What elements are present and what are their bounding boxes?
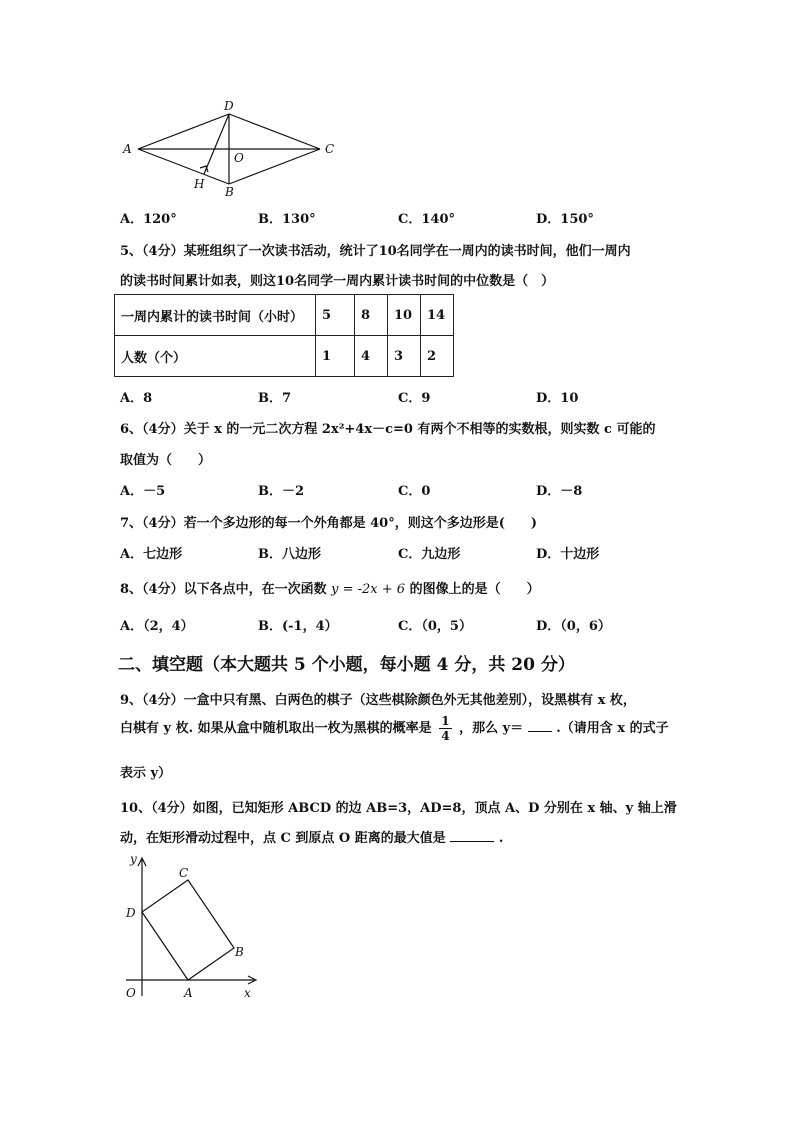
table-cell: 4 — [355, 336, 388, 377]
q9-line2-mid: ，那么 y＝ — [459, 721, 524, 736]
q9-text-line3: 表示 y） — [120, 766, 172, 781]
q10-answer-blank[interactable] — [450, 841, 494, 842]
q6-option-c[interactable]: C．0 — [398, 484, 431, 499]
q5-option-d[interactable]: D．10 — [536, 391, 579, 406]
q9-fraction — [439, 714, 451, 743]
fraction-numerator: 1 — [441, 714, 450, 728]
q9-text-line2 — [120, 714, 669, 743]
q9-text-line1: 9、（4分）一盒中只有黑、白两色的棋子（这些棋除颜色外无其他差别），设黑棋有 x 枚， — [120, 693, 636, 708]
label-c: C — [325, 142, 335, 156]
q4-option-b[interactable]: B．130° — [258, 212, 316, 227]
q8-suffix: 的图像上的是（ ） — [409, 582, 540, 597]
q5-option-c[interactable]: C．9 — [398, 391, 431, 406]
q7-option-a[interactable]: A．七边形 — [120, 547, 183, 562]
q4-option-d[interactable]: D．150° — [536, 212, 594, 227]
q7-text: 7、（4分）若一个多边形的每一个外角都是 40°，则这个多边形是( ) — [120, 516, 538, 531]
table-cell: 8 — [355, 295, 388, 336]
q6-option-d[interactable]: D．－8 — [536, 484, 583, 499]
reading-time-table — [114, 294, 454, 377]
label-b: B — [235, 945, 244, 959]
q8-prefix: 8、（4分）以下各点中，在一次函数 — [120, 582, 327, 597]
table-cell: 2 — [421, 336, 454, 377]
label-a: A — [123, 142, 132, 156]
label-h: H — [194, 177, 205, 191]
q10-line2-suffix: . — [498, 831, 504, 846]
table-cell: 14 — [421, 295, 454, 336]
q9-line2-prefix: 白棋有 y 枚. 如果从盒中随机取出一枚为黑棋的概率是 — [120, 721, 432, 736]
q8-option-d[interactable]: D．（0，6） — [536, 619, 611, 634]
label-o: O — [234, 151, 244, 165]
q5-option-a[interactable]: A．8 — [120, 391, 153, 406]
q9-line2-suffix: .（请用含 x 的式子 — [556, 721, 669, 736]
q8-text — [120, 578, 540, 597]
q10-text-line1: 10、（4分）如图，已知矩形 ABCD 的边 AB=3，AD=8，顶点 A、D 分别在 x 轴、y 轴上滑 — [120, 801, 677, 816]
q8-option-b[interactable]: B．(-1，4） — [258, 619, 338, 634]
q6-text-line2: 取值为（ ） — [120, 453, 212, 468]
table-cell: 3 — [388, 336, 421, 377]
label-d: D — [126, 906, 136, 920]
q6-option-a[interactable]: A．－5 — [120, 484, 166, 499]
q7-option-d[interactable]: D．十边形 — [536, 547, 600, 562]
q5-text-line2: 的读书时间累计如表，则这10名同学一周内累计读书时间的中位数是（ ） — [120, 274, 555, 289]
q10-text-line2 — [120, 827, 503, 846]
q7-option-c[interactable]: C．九边形 — [398, 547, 461, 562]
table-cell: 10 — [388, 295, 421, 336]
table-row — [115, 336, 454, 377]
q5-text-line1: 5、（4分）某班组织了一次读书活动，统计了10名同学在一周内的读书时间，他们一周内 — [120, 244, 631, 259]
q7-option-b[interactable]: B．八边形 — [258, 547, 321, 562]
rectangle-axes-figure — [118, 850, 268, 1006]
q8-formula: y = -2x + 6 — [331, 582, 406, 597]
q6-option-b[interactable]: B．－2 — [258, 484, 305, 499]
fraction-denominator: 4 — [441, 729, 450, 743]
axis-label-y: y — [130, 852, 137, 866]
table-cell: 1 — [316, 336, 355, 377]
section-title-fill-in: 二、填空题（本大题共 5 个小题，每小题 4 分，共 20 分） — [118, 655, 575, 675]
label-c: C — [179, 866, 189, 880]
table-header-time: 一周内累计的读书时间（小时） — [115, 295, 316, 336]
q9-answer-blank[interactable] — [528, 731, 552, 732]
rhombus-figure — [118, 96, 348, 202]
q5-option-b[interactable]: B．7 — [258, 391, 292, 406]
q4-option-c[interactable]: C．140° — [398, 212, 455, 227]
table-row — [115, 295, 454, 336]
q8-option-c[interactable]: C．（0，5） — [398, 619, 472, 634]
table-cell: 5 — [316, 295, 355, 336]
q10-line2-prefix: 动，在矩形滑动过程中，点 C 到原点 O 距离的最大值是 — [120, 831, 446, 846]
label-o: O — [126, 986, 136, 1000]
table-header-count: 人数（个） — [115, 336, 316, 377]
label-b: B — [225, 185, 234, 199]
q4-option-a[interactable]: A．120° — [120, 212, 177, 227]
q6-text-line1: 6、（4分）关于 x 的一元二次方程 2x²+4x－c=0 有两个不相等的实数根，则实数 c 可能的 — [120, 422, 656, 437]
axis-label-x: x — [244, 986, 251, 1000]
q8-option-a[interactable]: A．（2，4） — [120, 619, 194, 634]
label-a: A — [184, 986, 193, 1000]
label-d: D — [224, 99, 234, 113]
